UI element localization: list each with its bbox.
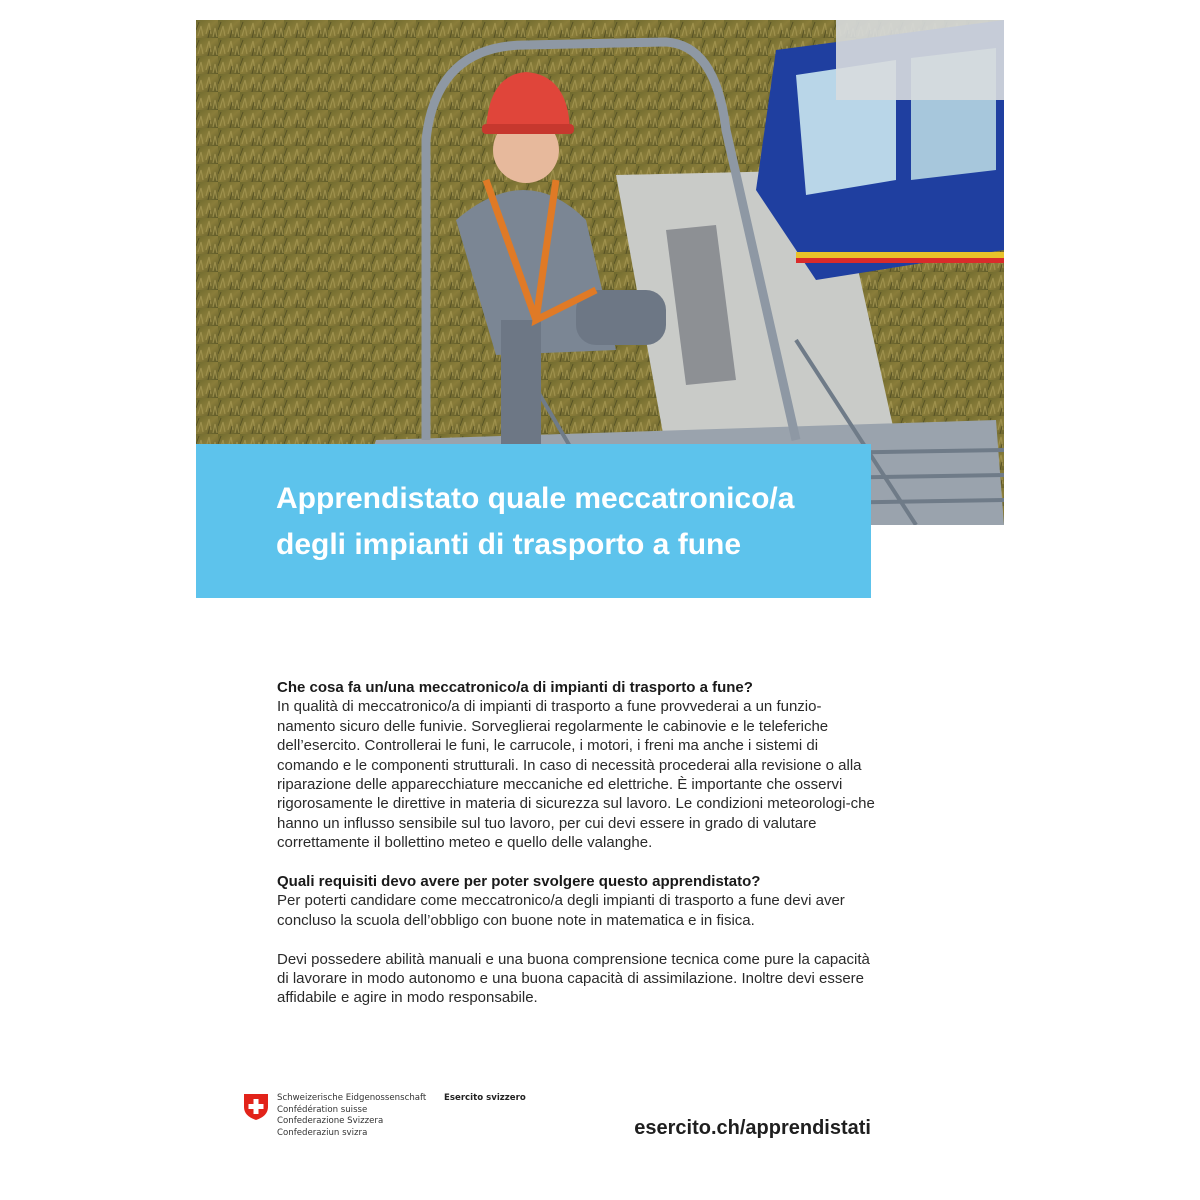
confederation-name-de: Schweizerische Eidgenossenschaft (277, 1093, 427, 1103)
page-title-line-1: Apprendistato quale meccatronico/a (276, 482, 795, 515)
section-job-description (277, 678, 877, 853)
confederation-name-fr: Confédération suisse (277, 1104, 368, 1115)
swiss-crest-icon (243, 1093, 269, 1121)
section-paragraph: In qualità di meccatronico/a di impianti di trasporto a fune provvederai a un funzio-namento sicuro delle funivie. Sorveglierai regolarmente le cabinovie e le teleferiche dell’esercito. Controllerai le funi, le carrucole, i motori, i freni ma anche i sistemi di comando e le componenti strutturali. In caso di necessità procederai alla revisione o alla riparazione delle apparecchiature meccaniche ed elettriche. È importante che osservi rigorosamente le direttive in materia di sicurezza sul lavoro. Le condizioni meteorologi-che hanno un influsso sensibile sul tuo lavoro, per cui devi essere in grado di valutare correttamente il bollettino meteo e quello delle valanghe. (277, 698, 875, 852)
section-heading: Che cosa fa un/una meccatronico/a di impianti di trasporto a fune? (277, 679, 753, 696)
department-name: Esercito svizzero (444, 1093, 526, 1103)
section-requirements (277, 872, 877, 1008)
section-paragraph: Devi possedere abilità manuali e una buona comprensione tecnica come pure la capacità di lavorare in modo autonomo e una buona capacità di assimilazione. Inoltre devi essere affidabile e agire in modo responsabile. (277, 950, 870, 1007)
confederation-name-rm: Confederaziun svizra (277, 1127, 368, 1138)
section-heading: Quali requisiti devo avere per poter svolgere questo apprendistato? (277, 873, 761, 891)
confederation-names (277, 1093, 426, 1139)
page-title-line-2: degli impianti di trasporto a fune (276, 528, 742, 561)
title-banner (196, 444, 871, 598)
footer (243, 1093, 873, 1153)
section-paragraph: Per poterti candidare come meccatronico/a degli impianti di trasporto a fune devi aver concluso la scuola dell’obbligo con buone note in matematica e in fisica. (277, 892, 845, 929)
confederation-name-it: Confederazione Svizzera (277, 1116, 384, 1127)
website-link[interactable]: esercito.ch/apprendistati (634, 1117, 871, 1139)
body-content (277, 678, 877, 1027)
